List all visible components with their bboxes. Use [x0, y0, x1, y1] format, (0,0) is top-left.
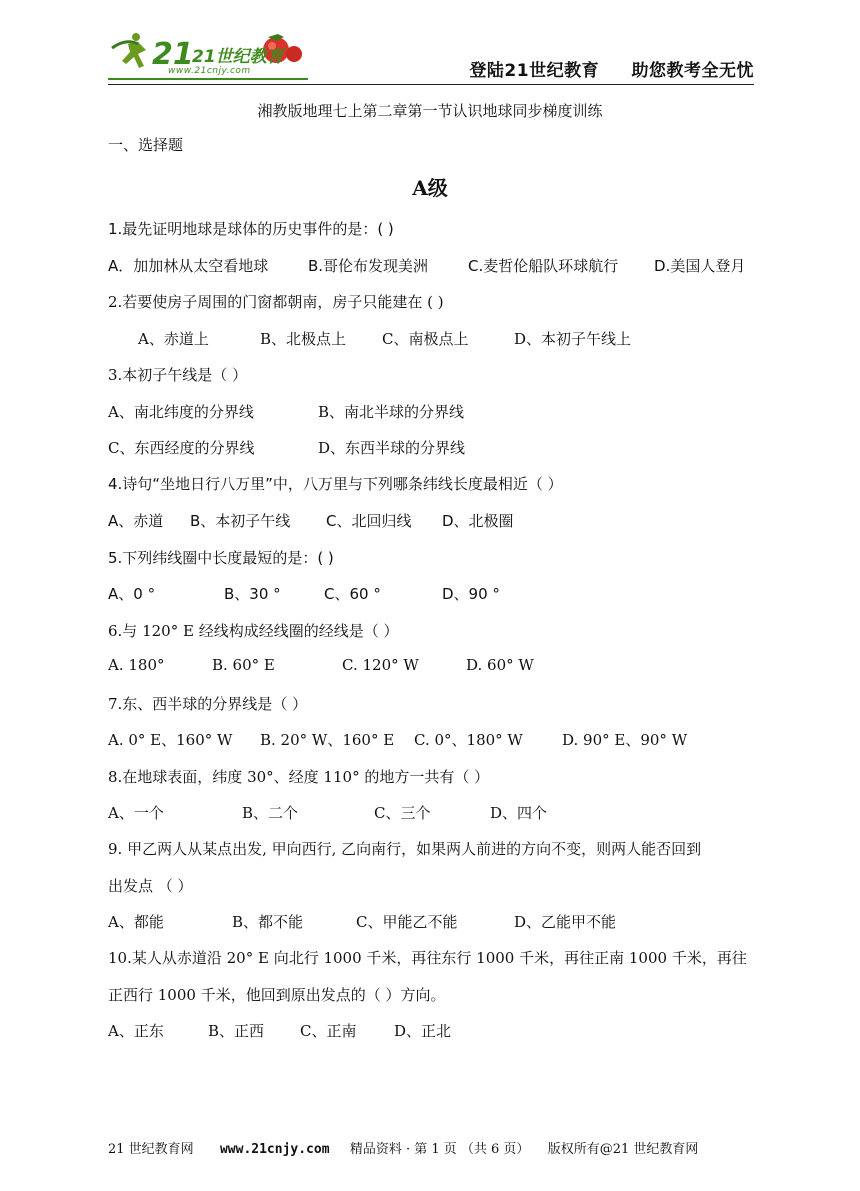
question-9-stem-line2: 出发点 （ ）: [108, 877, 193, 895]
footer-site: 21 世纪教育网: [108, 1142, 194, 1157]
question-5-options: [108, 583, 768, 603]
question-option[interactable]: C、正南: [300, 1022, 357, 1040]
question-option[interactable]: D.美国人登月: [654, 257, 746, 275]
question-option[interactable]: B、正西: [208, 1022, 265, 1040]
question-3-stem: 3.本初子午线是（ ）: [108, 366, 248, 384]
question-option[interactable]: D、乙能甲不能: [514, 913, 617, 931]
question-8-options: [108, 802, 768, 822]
question-10-stem-line1: 10.某人从赤道沿 20° E 向北行 1000 千米，再往东行 1000 千米，再往正南 1000 千米，再往: [108, 949, 747, 967]
slogan-login: 登陆21世纪教育: [469, 61, 600, 81]
question-option[interactable]: A. 0° E、160° W: [108, 731, 233, 749]
question-option[interactable]: B. 20° W、160° E: [260, 731, 395, 749]
question-5-stem: 5.下列纬线圈中长度最短的是：( ): [108, 549, 334, 567]
question-10-options: [108, 1020, 768, 1040]
question-option[interactable]: A、一个: [108, 804, 164, 822]
question-option[interactable]: B、30 °: [224, 585, 281, 603]
question-option[interactable]: D、正北: [394, 1022, 452, 1040]
question-option[interactable]: D. 60° W: [466, 656, 534, 674]
question-option[interactable]: A、赤道: [108, 512, 164, 530]
question-7-stem: 7.东、西半球的分界线是（ ）: [108, 695, 308, 713]
question-option[interactable]: A、正东: [108, 1022, 164, 1040]
question-option[interactable]: C. 120° W: [342, 656, 419, 674]
footer-copyright: 版权所有@21 世纪教育网: [547, 1142, 699, 1157]
question-option[interactable]: D、本初子午线上: [514, 330, 632, 348]
question-option[interactable]: C. 0°、180° W: [414, 731, 523, 749]
question-option[interactable]: D、东西半球的分界线: [318, 439, 466, 457]
question-option[interactable]: D、90 °: [442, 585, 500, 603]
question-option[interactable]: A、0 °: [108, 585, 156, 603]
question-option[interactable]: B、南北半球的分界线: [318, 403, 465, 421]
document-title: 湘教版地理七上第二章第一节认识地球同步梯度训练: [257, 102, 603, 120]
question-2-options: [108, 328, 768, 348]
svg-text:21: 21: [152, 37, 194, 72]
page-header: [108, 28, 754, 84]
slogan-help: 助您教考全无忧: [631, 61, 754, 81]
question-9-stem-line1: 9. 甲乙两人从某点出发, 甲向西行, 乙向南行，如果两人前进的方向不变，则两人能否回到: [108, 840, 702, 858]
question-9-options: [108, 911, 768, 931]
question-option[interactable]: C、南极点上: [382, 330, 469, 348]
question-option[interactable]: B、二个: [242, 804, 299, 822]
question-option[interactable]: A. 180°: [108, 656, 165, 674]
level-title: A级: [412, 176, 448, 200]
question-option[interactable]: C、三个: [374, 804, 431, 822]
site-logo[interactable]: [108, 28, 308, 84]
section-title: 一、选择题: [108, 136, 184, 154]
question-option[interactable]: A、都能: [108, 913, 164, 931]
question-2-stem: 2.若要使房子周围的门窗都朝南，房子只能建在 ( ): [108, 293, 444, 311]
question-option[interactable]: A、赤道上: [138, 330, 209, 348]
logo-url: www.21cnjy.com: [168, 66, 251, 76]
question-option[interactable]: C、甲能乙不能: [356, 913, 458, 931]
question-option[interactable]: D. 90° E、90° W: [562, 731, 688, 749]
question-8-stem: 8.在地球表面，纬度 30°、经度 110° 的地方一共有（ ）: [108, 768, 490, 786]
question-6-stem: 6.与 120° E 经线构成经线圈的经线是（ ）: [108, 622, 399, 640]
question-option[interactable]: B、本初子午线: [190, 512, 291, 530]
question-option[interactable]: D、北极圈: [442, 512, 514, 530]
question-3-options-row1: [108, 401, 768, 421]
question-option[interactable]: B. 60° E: [212, 656, 275, 674]
header-divider: [108, 84, 754, 85]
footer-url-link[interactable]: www.21cnjy.com: [219, 1142, 330, 1157]
question-4-stem: 4.诗句“坐地日行八万里”中，八万里与下列哪条纬线长度最相近（ ）: [108, 475, 563, 493]
question-option[interactable]: A．加加林从太空看地球: [108, 257, 269, 275]
question-option[interactable]: C.麦哲伦船队环球航行: [468, 257, 619, 275]
question-option[interactable]: C、东西经度的分界线: [108, 439, 255, 457]
question-option[interactable]: C、60 °: [324, 585, 381, 603]
header-slogan: [443, 56, 754, 81]
question-3-options-row2: [108, 437, 768, 457]
question-option[interactable]: A、南北纬度的分界线: [108, 403, 254, 421]
question-option[interactable]: B、北极点上: [260, 330, 347, 348]
question-option[interactable]: D、四个: [490, 804, 548, 822]
question-10-stem-line2: 正西行 1000 千米，他回到原出发点的（ ）方向。: [108, 986, 446, 1004]
question-option[interactable]: B、都不能: [232, 913, 304, 931]
question-7-options: [108, 729, 768, 749]
question-4-options: [108, 510, 768, 530]
question-6-options: [108, 656, 768, 676]
logo-text: 21世纪教育: [192, 47, 284, 67]
question-1-options: [108, 255, 768, 275]
question-option[interactable]: B.哥伦布发现美洲: [308, 257, 429, 275]
question-option[interactable]: C、北回归线: [326, 512, 412, 530]
question-1-stem: 1.最先证明地球是球体的历史事件的是：( ): [108, 220, 394, 238]
page-footer: [108, 1138, 698, 1157]
footer-page-info: 精品资料 · 第 1 页 （共 6 页）: [349, 1142, 530, 1157]
